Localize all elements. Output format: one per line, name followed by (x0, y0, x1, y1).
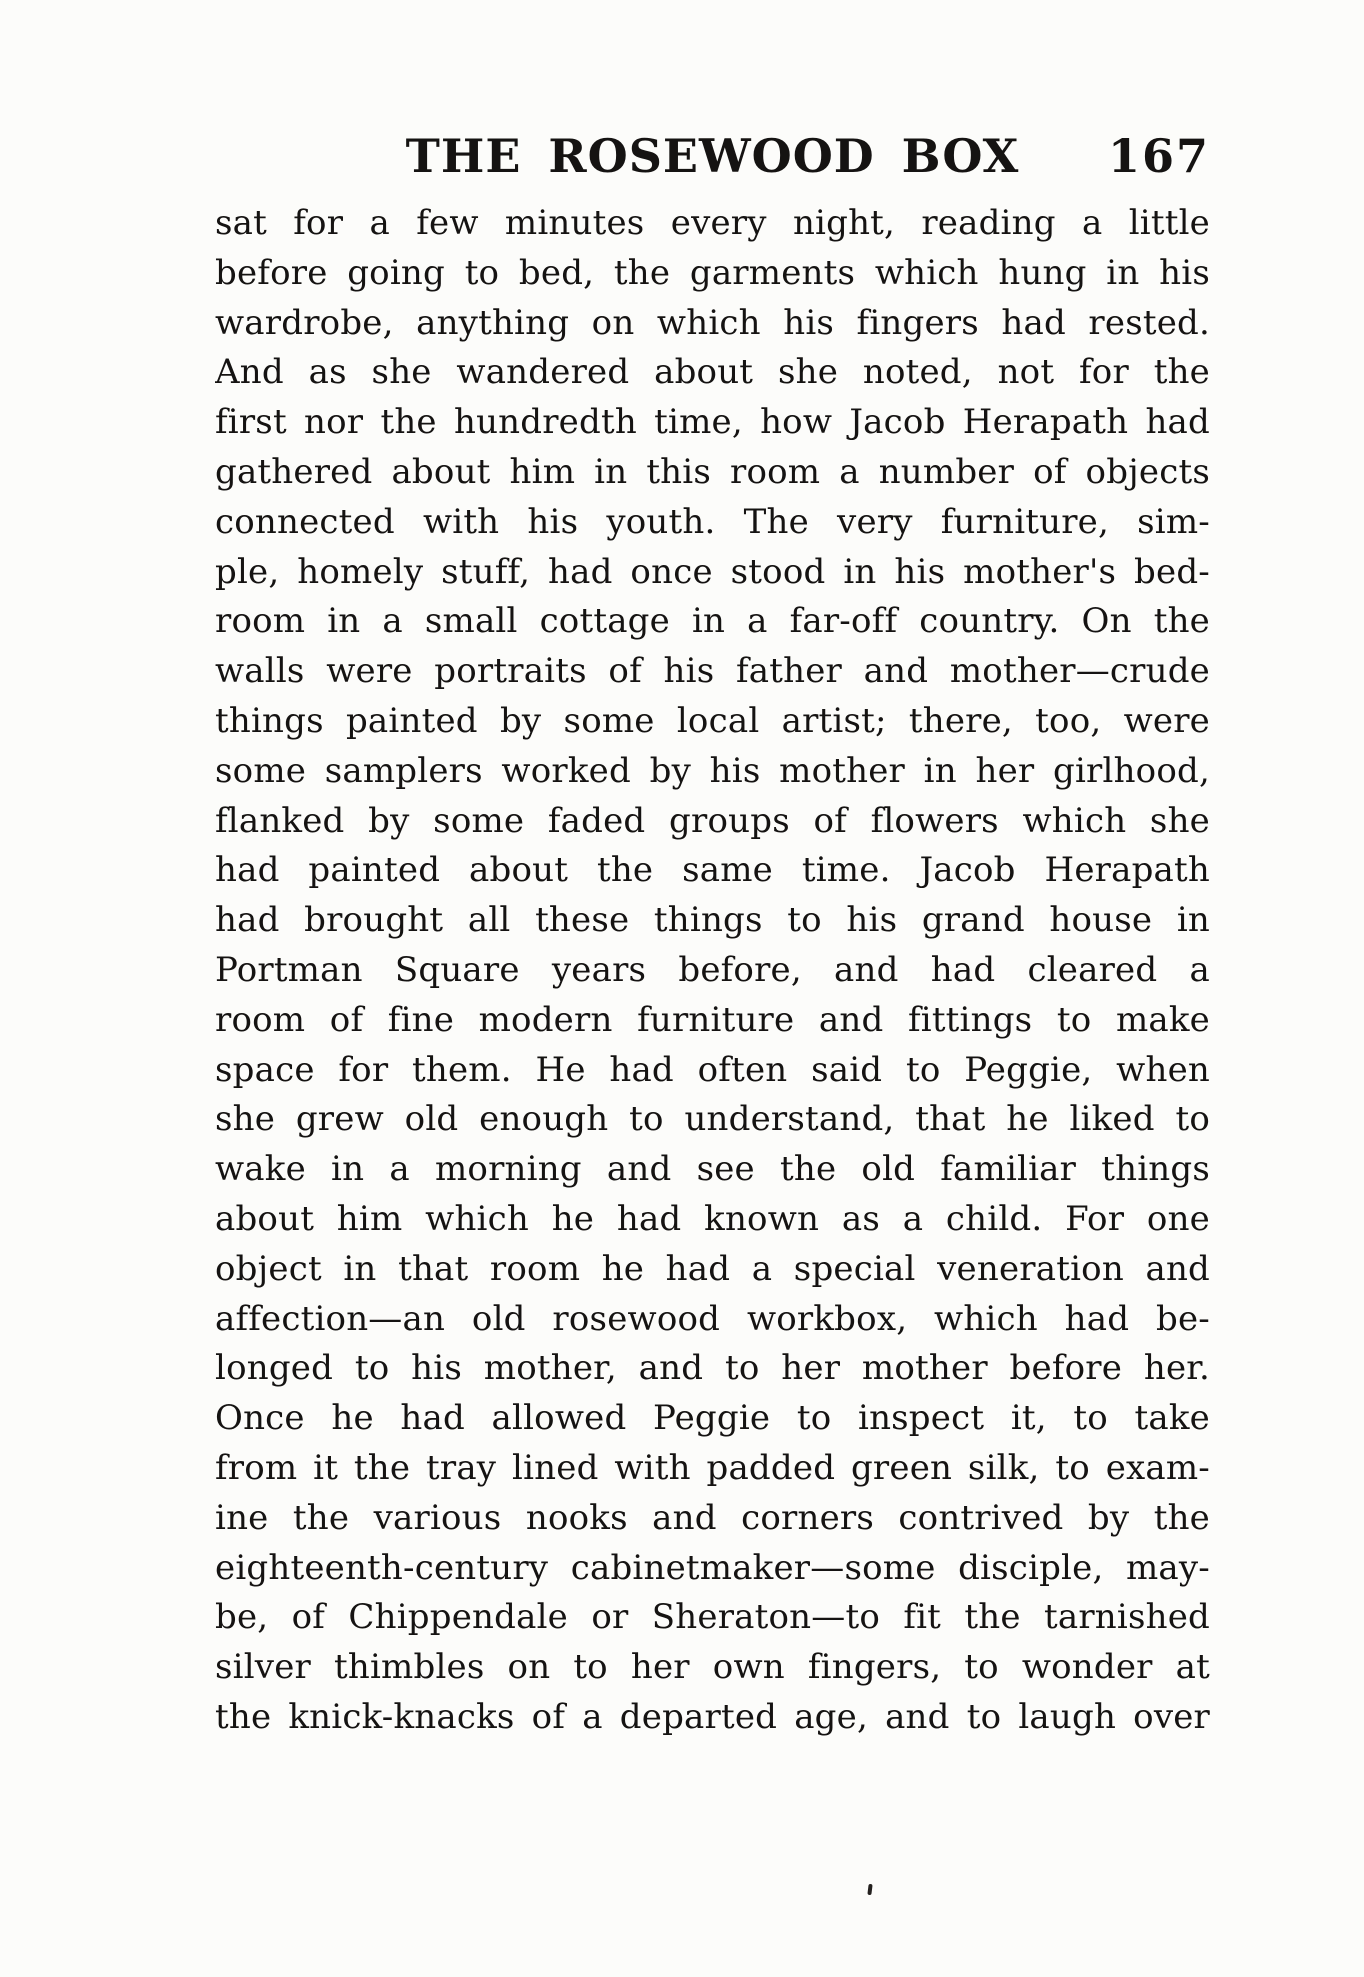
text-line: object in that room he had a special veneration and (215, 1248, 1210, 1289)
text-line: wardrobe, anything on which his fingers had rested. (215, 302, 1210, 343)
text-line: affection—an old rosewood workbox, which had be- (215, 1298, 1210, 1339)
text-line: had painted about the same time. Jacob Herapath (215, 850, 1210, 891)
text-line: flanked by some faded groups of flowers which she (215, 800, 1210, 841)
text-line: be, of Chippendale or Sheraton—to fit the tarnished (215, 1597, 1210, 1638)
text-line: Once he had allowed Peggie to inspect it, to take (215, 1398, 1210, 1439)
text-line: room in a small cottage in a far-off country. On the (215, 601, 1210, 642)
text-line: first nor the hundredth time, how Jacob Herapath had (215, 402, 1210, 443)
body-text (215, 199, 1210, 1743)
text-line: Portman Square years before, and had cleared a (215, 949, 1210, 990)
text-line: longed to his mother, and to her mother before her. (215, 1348, 1210, 1389)
text-line: sat for a few minutes every night, reading a little (215, 203, 1210, 243)
scan-speck (867, 1884, 872, 1895)
text-line: she grew old enough to understand, that he liked to (215, 1099, 1210, 1140)
text-line: room of fine modern furniture and fittings to make (215, 999, 1210, 1040)
text-line: space for them. He had often said to Peggie, when (215, 1049, 1210, 1090)
text-line: And as she wandered about she noted, not for the (215, 352, 1210, 393)
text-line: things painted by some local artist; there, too, were (215, 700, 1210, 741)
text-line: eighteenth-century cabinetmaker—some disciple, may- (215, 1547, 1210, 1588)
page-number: 167 (1107, 129, 1210, 183)
text-line: walls were portraits of his father and mother—crude (215, 651, 1210, 692)
running-title: THE ROSEWOOD BOX (405, 129, 1020, 183)
text-line: wake in a morning and see the old familiar things (215, 1149, 1210, 1190)
text-line: gathered about him in this room a number of objects (215, 451, 1210, 492)
text-line: before going to bed, the garments which hung in his (215, 252, 1210, 293)
text-line: ple, homely stuff, had once stood in his mother's bed- (215, 551, 1210, 592)
text-line: about him which he had known as a child. For one (215, 1198, 1210, 1239)
text-line: ine the various nooks and corners contrived by the (215, 1497, 1210, 1538)
text-line: had brought all these things to his grand house in (215, 900, 1210, 941)
page-header (215, 129, 1210, 183)
text-line: silver thimbles on to her own fingers, to wonder at (215, 1647, 1210, 1688)
text-line: some samplers worked by his mother in her girlhood, (215, 750, 1210, 791)
text-line: connected with his youth. The very furniture, sim- (215, 501, 1210, 542)
text-line: the knick-knacks of a departed age, and to laugh over (215, 1696, 1210, 1737)
text-line: from it the tray lined with padded green silk, to exam- (215, 1447, 1210, 1488)
